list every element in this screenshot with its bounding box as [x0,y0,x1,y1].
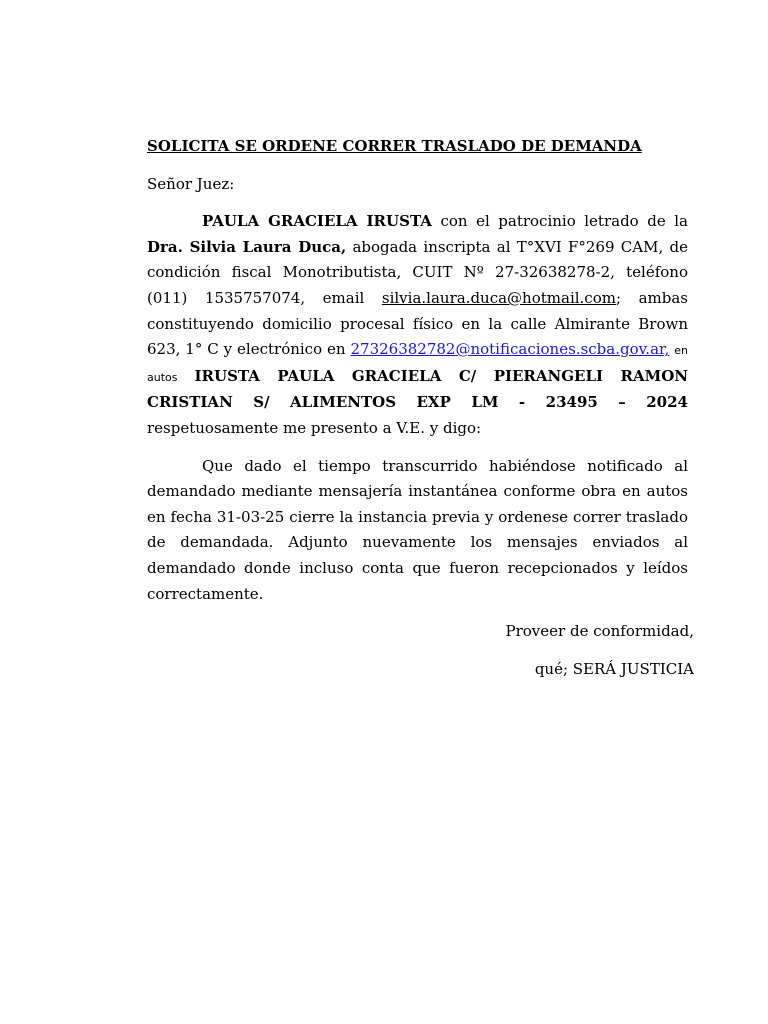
intro-text-1: con el patrocinio letrado de la [431,212,688,231]
lawyer-name: Dra. Silvia Laura Duca, [147,237,347,256]
electronic-address-link[interactable]: 27326382782@notificaciones.scba.gov.ar, [350,340,670,359]
en-autos-label: en autos [147,344,688,384]
party-name: PAULA GRACIELA IRUSTA [202,212,432,231]
body-paragraph [147,454,688,608]
intro-text-2: abogada inscripta al T°XVI F°269 CAM, de condición fiscal Monotributista, CUIT Nº 27-32638278-2, teléfono (011) 1535757074, email [147,237,688,307]
closing-line-1: Proveer de conformidad, [505,622,694,641]
case-caption: IRUSTA PAULA GRACIELA C/ PIERANGELI RAMON CRISTIAN S/ ALIMENTOS EXP LM - 23495 – 2024 [147,366,688,412]
document-title: SOLICITA SE ORDENE CORRER TRASLADO DE DEMANDA [147,137,642,155]
email-link[interactable]: silvia.laura.duca@hotmail.com [381,288,616,307]
closing-line-2: qué; SERÁ JUSTICIA [534,659,694,678]
body-text: Que dado el tiempo transcurrido habiéndose notificado al demandado mediante mensajería instantánea conforme obra en autos en fecha 31-03-25 cierre la instancia previa y ordenese correr traslado de demandada. Adjunto nuevamente los mensajes enviados al demandado donde incluso conta que fueron recepcionados y leídos correctamente. [147,456,688,603]
greeting: Señor Juez: [147,174,235,193]
document-page [147,134,694,694]
intro-text-4: respetuosamente me presento a V.E. y digo: [147,418,482,437]
intro-paragraph [147,209,688,441]
intro-text-3: ; ambas constituyendo domicilio procesal físico en la calle Almirante Brown 623, 1° C y electrónico en [147,288,689,359]
